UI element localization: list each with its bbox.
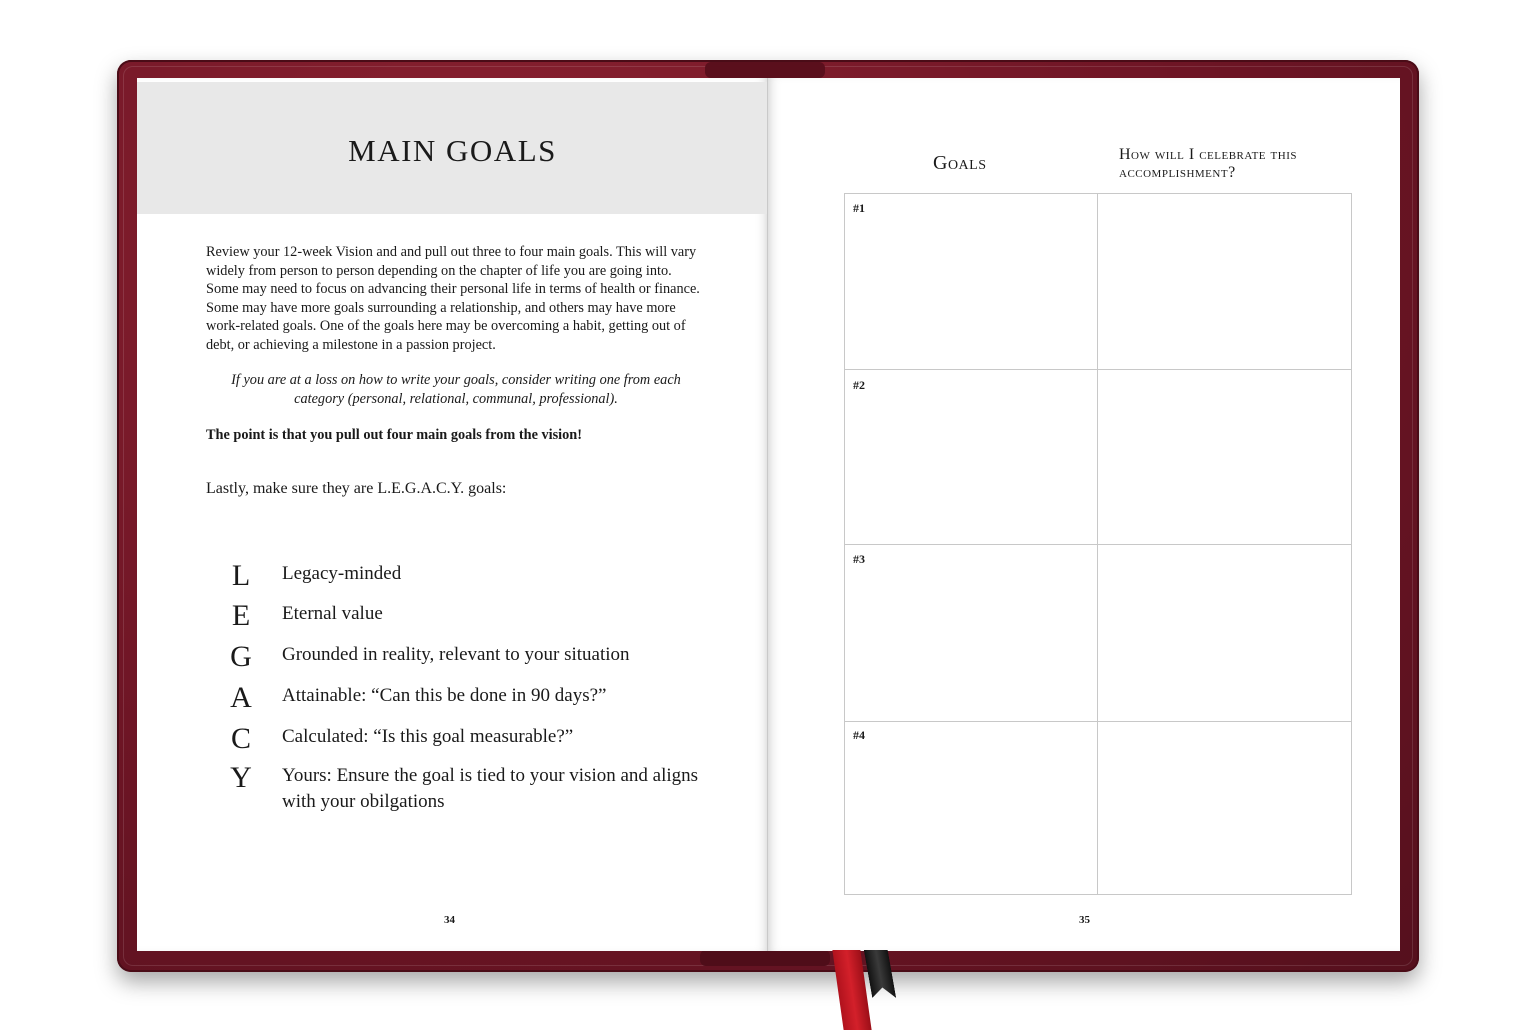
row-divider bbox=[845, 721, 1351, 722]
category-hint-paragraph: If you are at a loss on how to write your goals, consider writing one from each category (personal, relational, communal, professional). bbox=[231, 372, 681, 407]
intro-paragraph: Review your 12-week Vision and and pull out three to four main goals. This will vary widely from person to person depending on the chapter of life you are going into. Some may need to focus on advancing their personal life in terms of health or finance. Some may have more goals surrounding a relationship, and others may have more work-related goals. One of the goals here may be overcoming a habit, getting out of debt, or achieving a milestone in a passion project. bbox=[206, 244, 700, 353]
goals-table bbox=[844, 193, 1352, 895]
left-page bbox=[137, 78, 768, 951]
legacy-text: Legacy-minded bbox=[282, 563, 402, 584]
row-divider bbox=[845, 369, 1351, 370]
right-page bbox=[768, 78, 1400, 951]
goal-row-label: #2 bbox=[853, 378, 865, 392]
legacy-item-a bbox=[222, 683, 722, 713]
legacy-letter: G bbox=[230, 640, 252, 673]
goal-row-label: #4 bbox=[853, 728, 865, 742]
book-spine-top bbox=[705, 62, 825, 78]
page-title: MAIN GOALS bbox=[348, 133, 557, 168]
legacy-letter: E bbox=[231, 599, 251, 632]
legacy-letter: Y bbox=[230, 761, 252, 794]
goal-row-label: #3 bbox=[853, 552, 865, 566]
point-paragraph: The point is that you pull out four main goals from the vision! bbox=[206, 427, 583, 443]
goal-row-label: #1 bbox=[853, 201, 865, 215]
legacy-text: Grounded in reality, relevant to your situation bbox=[282, 644, 630, 665]
legacy-text: Yours: Ensure the goal is tied to your vision and aligns with your obilgations bbox=[282, 765, 699, 812]
row-divider bbox=[845, 544, 1351, 545]
legacy-item-g bbox=[222, 642, 722, 672]
celebrate-column-header: How will I celebrate this accomplishment? bbox=[1119, 146, 1297, 181]
legacy-item-e bbox=[222, 601, 722, 631]
legacy-text: Eternal value bbox=[282, 603, 383, 624]
legacy-letter: C bbox=[230, 722, 251, 755]
legacy-text: Calculated: “Is this goal measurable?” bbox=[282, 726, 574, 747]
legacy-item-c bbox=[222, 724, 722, 754]
page-number: 34 bbox=[444, 914, 455, 926]
legacy-letter: A bbox=[230, 681, 252, 714]
legacy-text: Attainable: “Can this be done in 90 days?” bbox=[282, 685, 607, 706]
legacy-letter: L bbox=[231, 559, 251, 592]
page-number: 35 bbox=[1079, 914, 1090, 926]
legacy-intro-paragraph: Lastly, make sure they are L.E.G.A.C.Y. goals: bbox=[206, 480, 507, 497]
legacy-item-l bbox=[222, 561, 722, 591]
book-spine-bottom bbox=[700, 950, 830, 966]
goals-column-header: Goals bbox=[933, 152, 987, 174]
legacy-item-y bbox=[222, 763, 722, 815]
